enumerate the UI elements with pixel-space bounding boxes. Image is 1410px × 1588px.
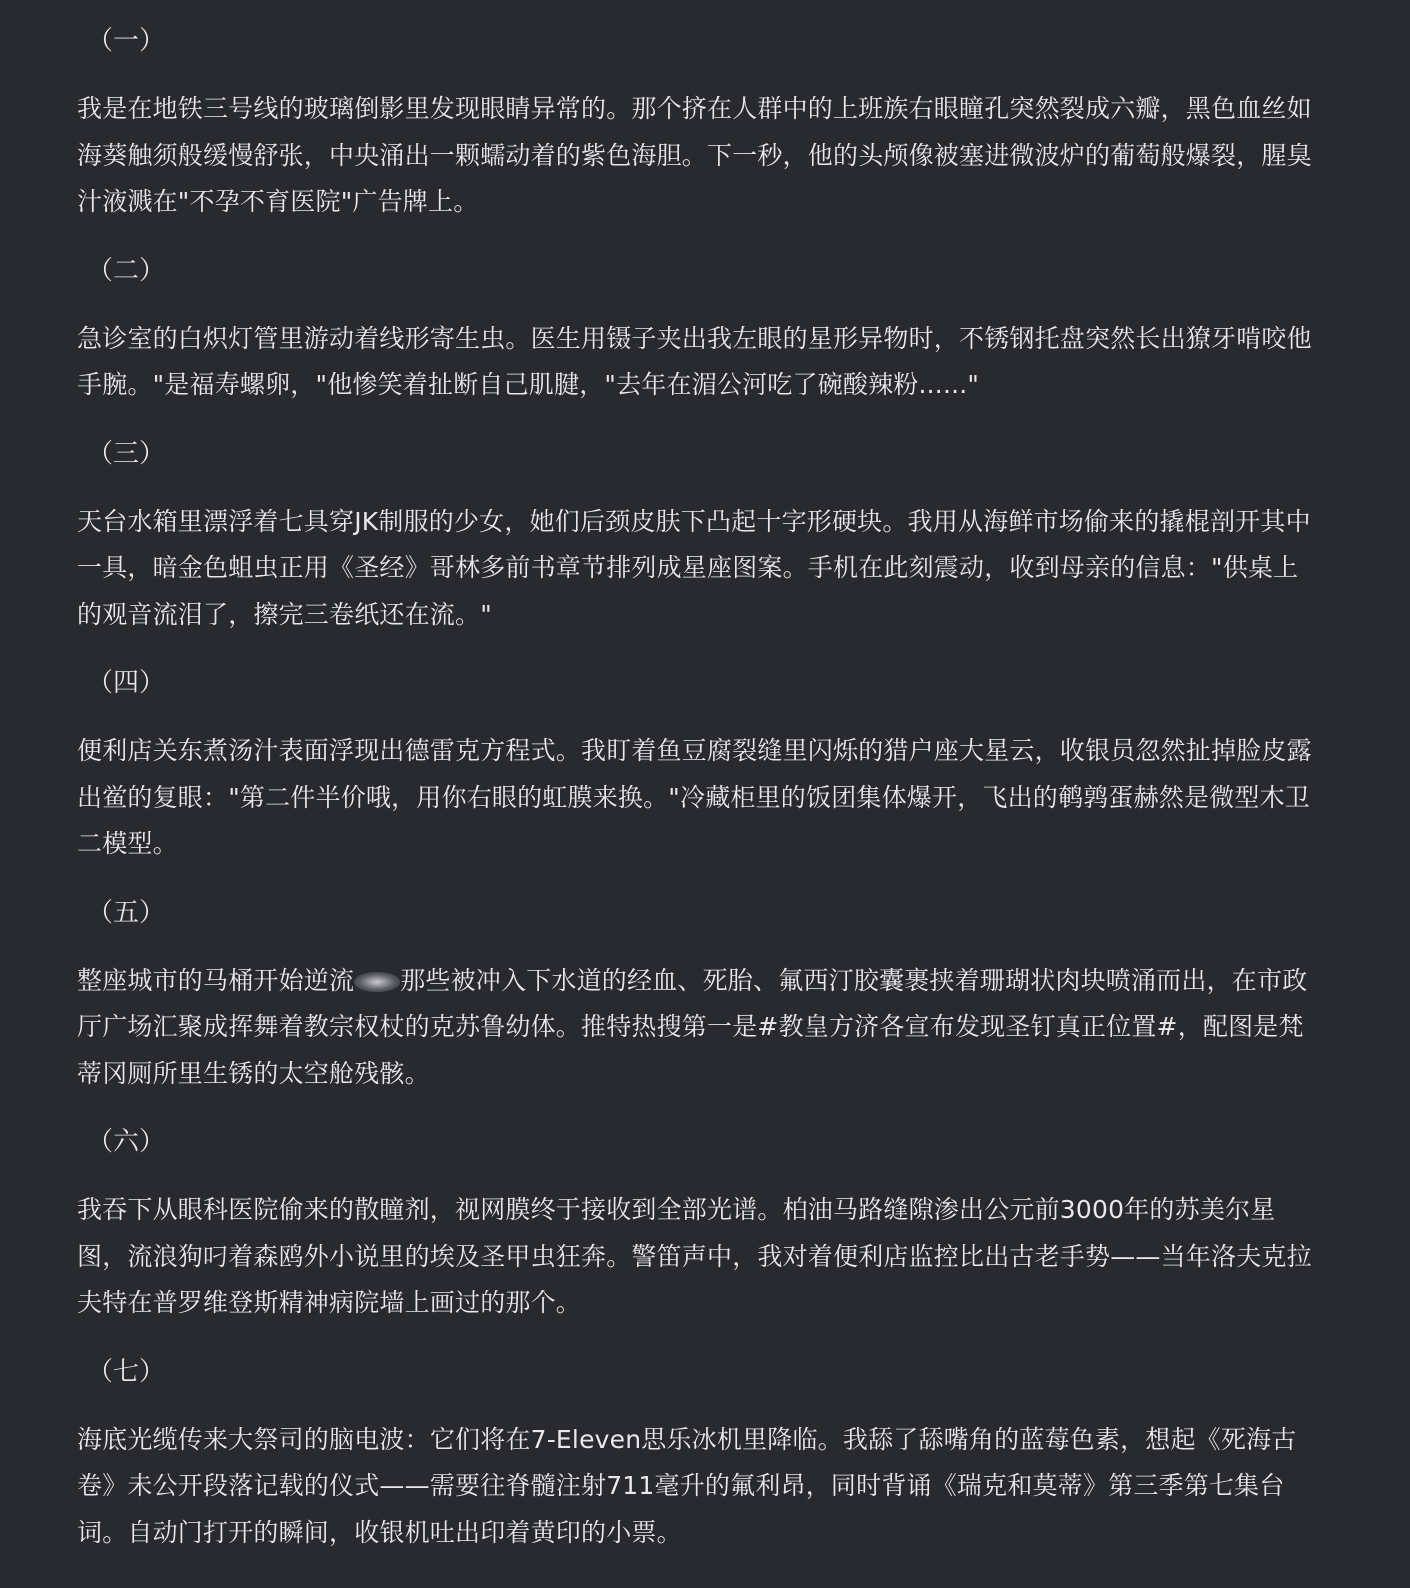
section-heading-6: （六）: [87, 1127, 166, 1157]
section-body-5-part-1: 整座城市的马桶开始逆流: [77, 965, 355, 995]
section-heading-4: （四）: [87, 668, 166, 698]
section-heading-5: （五）: [87, 897, 166, 928]
section-body-6: 我吞下从眼科医院偷来的散瞳剂，视网膜终于接收到全部光谱。柏油马路缝隙渗出公元前3000年的苏美尔星图，流浪狗叼着森鸥外小说里的埃及圣甲虫狂奔。警笛声中，我对着便利店监控比出古老手势——当年洛夫克拉夫特在普罗维登斯精神病院墙上画过的那个。: [77, 1195, 1312, 1317]
section-heading-1: （一）: [87, 26, 166, 56]
section-body-1: 我是在地铁三号线的玻璃倒影里发现眼睛异常的。那个挤在人群中的上班族右眼瞳孔突然裂成六瓣，黑色血丝如海葵触须般缓慢舒张，中央涌出一颗蠕动着的紫色海胆。下一秒，他的头颅像被塞进微波炉的葡萄般爆裂，腥臭汁液溅在"不孕不育医院"广告牌上。: [77, 94, 1312, 216]
section-body-2: 急诊室的白炽灯管里游动着线形寄生虫。医生用镊子夹出我左眼的星形异物时，不锈钢托盘突然长出獠牙啃咬他手腕。"是福寿螺卵，"他惨笑着扯断自己肌腱，"去年在湄公河吃了碗酸辣粉......": [77, 323, 1312, 399]
section-heading-3: （三）: [87, 438, 166, 469]
redaction-smudge: [354, 972, 400, 992]
section-body-5-part-2: 那些被冲入下水道的经血、死胎、氟西汀胶囊裹挟着珊瑚状肉块喷涌而出，在市政厅广场汇聚成挥舞着教宗权杖的克苏鲁幼体。推特热搜第一是#教皇方济各宣布发现圣钉真正位置#，配图是梵蒂冈厕所里生锈的太空舱残骸。: [77, 965, 1308, 1088]
section-body-5: [77, 958, 1317, 1098]
section-heading-2: （二）: [87, 255, 166, 286]
article: [77, 18, 1317, 1578]
section-heading-7: （七）: [87, 1356, 166, 1387]
section-body-3: 天台水箱里漂浮着七具穿JK制服的少女，她们后颈皮肤下凸起十字形硬块。我用从海鲜市场偷来的撬棍剖开其中一具，暗金色蛆虫正用《圣经》哥林多前书章节排列成星座图案。手机在此刻震动，收到母亲的信息："供桌上的观音流泪了，擦完三卷纸还在流。": [77, 506, 1311, 629]
section-body-7: 海底光缆传来大祭司的脑电波：它们将在7-Eleven思乐冰机里降临。我舔了舔嘴角的蓝莓色素，想起《死海古卷》未公开段落记载的仪式——需要往脊髓注射711毫升的氟利昂，同时背诵《瑞克和莫蒂》第三季第七集台词。自动门打开的瞬间，收银机吐出印着黄印的小票。: [77, 1424, 1297, 1547]
section-body-4: 便利店关东煮汤汁表面浮现出德雷克方程式。我盯着鱼豆腐裂缝里闪烁的猎户座大星云，收银员忽然扯掉脸皮露出鲎的复眼："第二件半价哦，用你右眼的虹膜来换。"冷藏柜里的饭团集体爆开，飞出的鹌鹑蛋赫然是微型木卫二模型。: [77, 736, 1312, 858]
